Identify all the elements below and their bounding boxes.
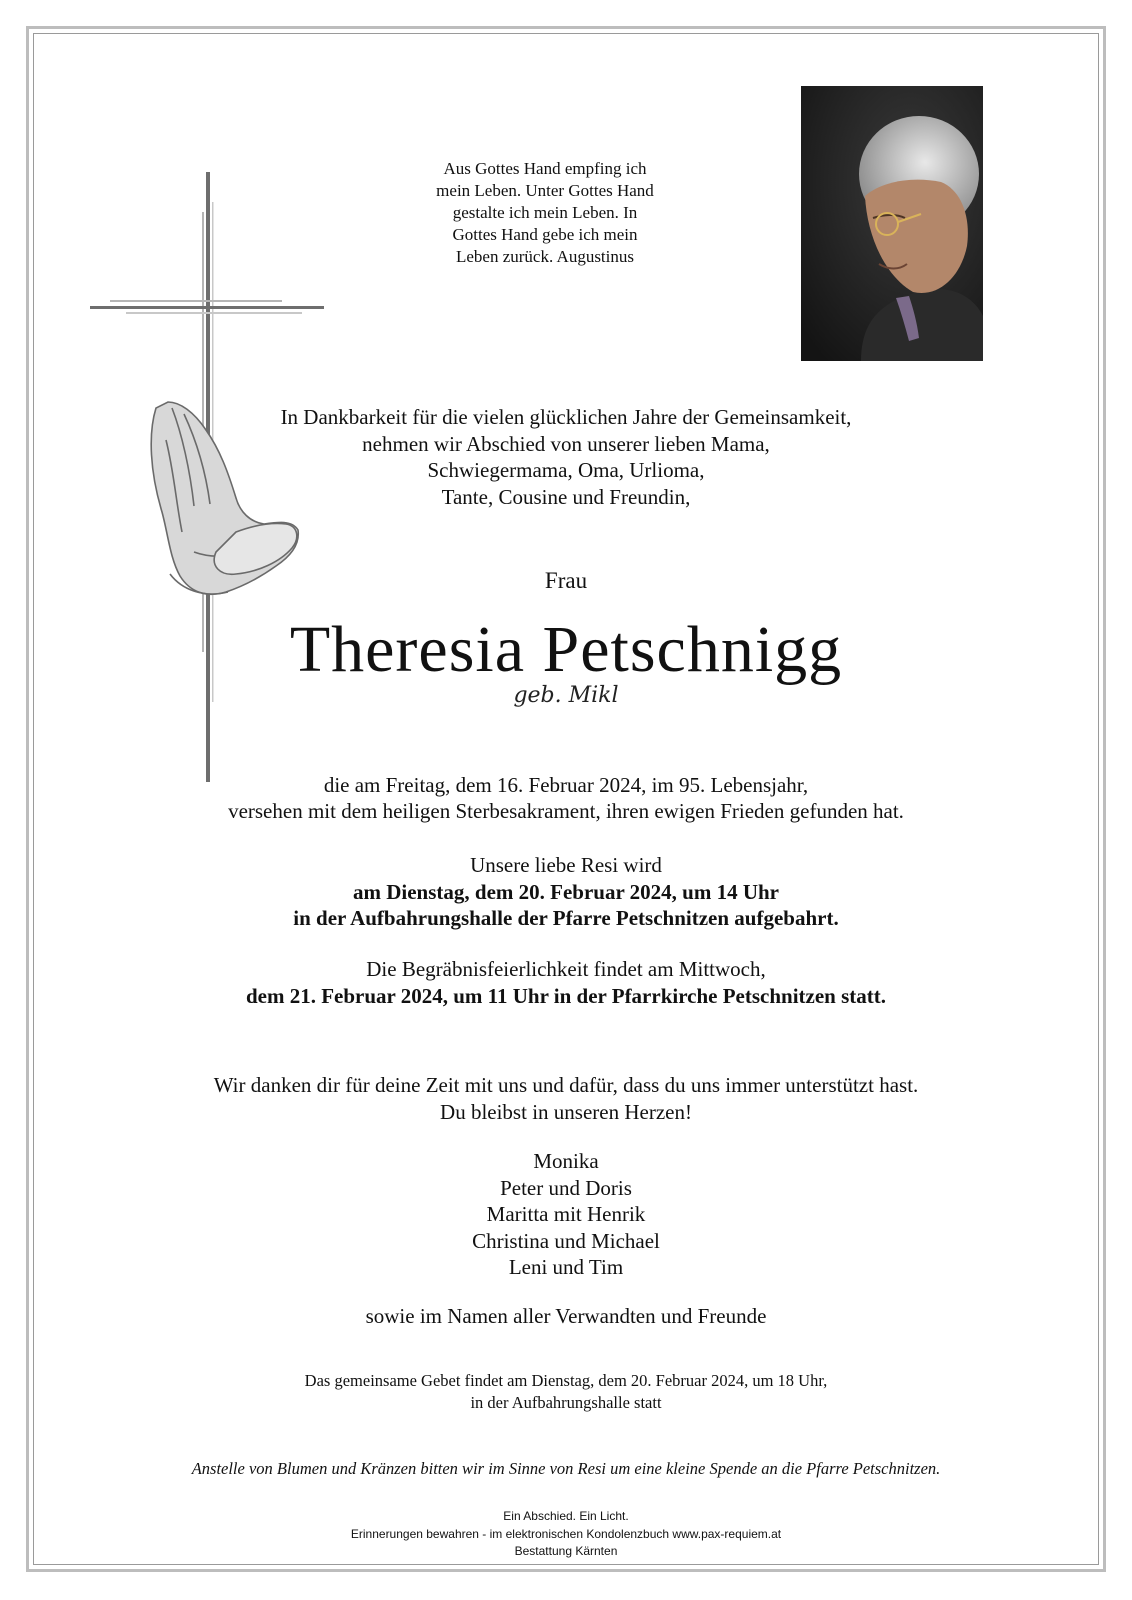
deceased-name: Theresia Petschnigg [289, 613, 843, 686]
quote-line: gestalte ich mein Leben. In [452, 203, 638, 222]
footer-line: Ein Abschied. Ein Licht. [503, 1509, 629, 1523]
maiden-name: geb. Mikl [513, 683, 619, 708]
prayer-notice [0, 1370, 1132, 1414]
family-list [0, 1148, 1132, 1281]
intro-line: Schwiegermama, Oma, Urlioma, [427, 458, 705, 482]
prayer-line: in der Aufbahrungshalle statt [470, 1393, 662, 1412]
viewing-date: am Dienstag, dem 20. Februar 2024, um 14 Uhr [352, 879, 779, 904]
quote-line: Leben zurück. Augustinus [456, 247, 634, 266]
intro-line: In Dankbarkeit für die vielen glücklichen Jahre der Gemeinsamkeit, [280, 405, 852, 429]
death-line: versehen mit dem heiligen Sterbesakrament, ihren ewigen Frieden gefunden hat. [228, 799, 904, 823]
family-member: Christina und Michael [472, 1228, 660, 1253]
prayer-line: Das gemeinsame Gebet findet am Dienstag, dem 20. Februar 2024, um 18 Uhr, [304, 1371, 828, 1390]
thanks-line: Du bleibst in unseren Herzen! [440, 1099, 692, 1124]
portrait-photo [801, 86, 983, 361]
salutation: Frau [544, 568, 588, 593]
quote-line: Gottes Hand gebe ich mein [452, 225, 638, 244]
thanks-line: Wir danken dir für deine Zeit mit uns und dafür, dass du uns immer unterstützt hast. [213, 1073, 919, 1097]
death-notice [0, 772, 1132, 824]
donation-request: Anstelle von Blumen und Kränzen bitten wir im Sinne von Resi um eine kleine Spende an die Pfarre Petschnitzen. [191, 1459, 941, 1478]
family-member: Peter und Doris [500, 1175, 632, 1200]
footer-line: Bestattung Kärnten [514, 1544, 618, 1558]
quote-block [395, 158, 695, 268]
funeral-intro: Die Begräbnisfeierlichkeit findet am Mittwoch, [366, 957, 766, 981]
viewing-notice [0, 852, 1132, 932]
thanks-block [0, 1072, 1132, 1125]
footer-line: Erinnerungen bewahren - im elektronischen Kondolenzbuch www.pax-requiem.at [350, 1526, 782, 1541]
quote-line: Aus Gottes Hand empfing ich [443, 159, 647, 178]
death-line: die am Freitag, dem 16. Februar 2024, im 95. Lebensjahr, [323, 773, 809, 797]
viewing-intro: Unsere liebe Resi wird [470, 853, 662, 877]
funeral-details: dem 21. Februar 2024, um 11 Uhr in der Pfarrkirche Petschnitzen statt. [245, 983, 887, 1008]
family-member: Monika [533, 1149, 599, 1173]
relatives-line: sowie im Namen aller Verwandten und Freunde [365, 1304, 767, 1328]
family-member: Leni und Tim [508, 1255, 624, 1279]
intro-block [0, 404, 1132, 510]
footer [0, 1508, 1132, 1561]
quote-line: mein Leben. Unter Gottes Hand [436, 181, 654, 200]
intro-line: nehmen wir Abschied von unserer lieben Mama, [362, 431, 770, 456]
intro-line: Tante, Cousine und Freundin, [441, 484, 691, 509]
funeral-notice [0, 956, 1132, 1009]
viewing-location: in der Aufbahrungshalle der Pfarre Petschnitzen aufgebahrt. [293, 906, 839, 930]
family-member: Maritta mit Henrik [486, 1202, 646, 1226]
